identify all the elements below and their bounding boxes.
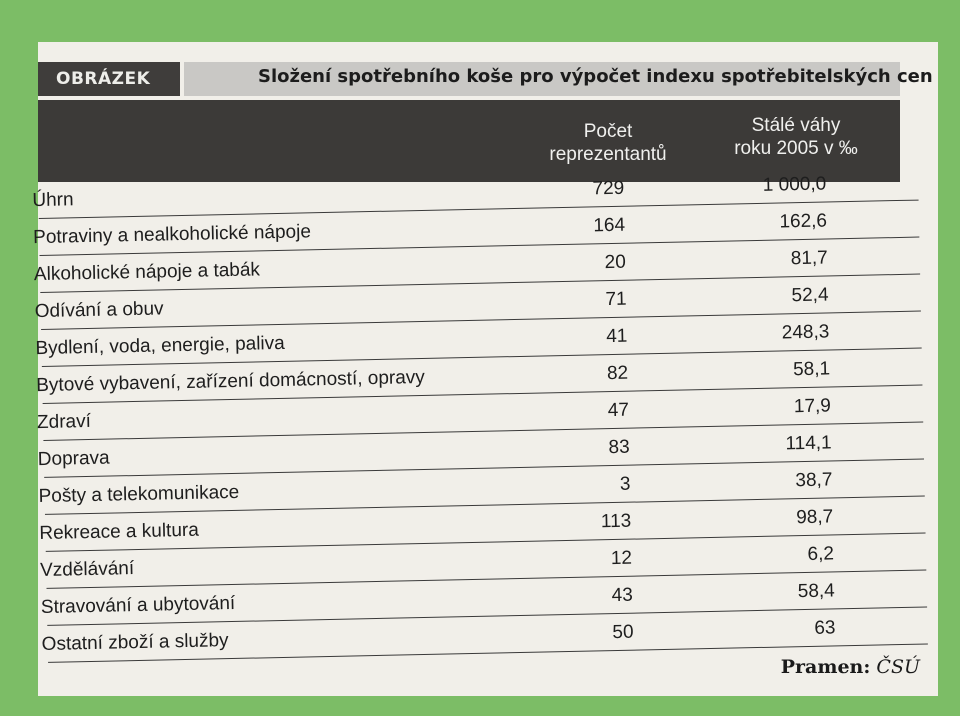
row-label: Úhrn (32, 189, 74, 212)
source-label: Pramen: (780, 656, 871, 678)
figure-title: Složení spotřebního koše pro výpočet indexu spotřebitelských cen (258, 66, 933, 87)
row-weight: 114,1 (785, 432, 832, 455)
row-count: 82 (606, 362, 629, 385)
row-weight: 38,7 (795, 469, 833, 492)
row-count: 71 (605, 288, 627, 311)
row-count: 164 (593, 214, 626, 237)
row-weight: 81,7 (790, 247, 828, 270)
row-weight: 248,3 (781, 321, 830, 344)
scanned-page (32, 42, 938, 696)
row-label: Alkoholické nápoje a tabák (33, 259, 261, 286)
row-label: Bydlení, voda, energie, paliva (35, 332, 285, 360)
row-count: 50 (612, 621, 634, 644)
row-label: Bytové vybavení, zařízení domácností, opravy (36, 366, 426, 397)
row-label: Doprava (37, 447, 110, 471)
row-weight: 17,9 (793, 395, 832, 418)
header-count-line-2: reprezentantů (549, 144, 667, 165)
header-weights-line-1: Stálé váhy (751, 115, 841, 136)
row-label: Potraviny a nealkoholické nápoje (32, 221, 312, 249)
row-count: 12 (610, 547, 633, 570)
row-weight: 58,4 (797, 580, 835, 603)
row-count: 83 (608, 436, 630, 459)
row-label: Ostatní zboží a služby (41, 630, 229, 656)
row-count: 43 (611, 584, 634, 607)
source-org: ČSÚ (876, 656, 920, 678)
row-count: 3 (619, 473, 631, 495)
row-label: Odívání a obuv (34, 298, 164, 323)
row-weight: 162,6 (779, 210, 828, 233)
source-note (781, 656, 920, 678)
row-count: 47 (607, 399, 630, 422)
header-weights (706, 114, 886, 160)
row-label: Stravování a ubytování (40, 592, 236, 619)
row-label: Zdraví (36, 410, 92, 434)
row-weight: 6,2 (807, 543, 835, 565)
row-count: 729 (592, 177, 625, 200)
row-count: 113 (600, 510, 632, 533)
row-weight: 52,4 (791, 284, 829, 307)
header-count (538, 120, 678, 166)
row-weight: 98,7 (795, 506, 834, 529)
row-count: 20 (604, 251, 627, 274)
row-weight: 1 000,0 (762, 173, 827, 196)
table-body (32, 164, 928, 663)
row-label: Rekreace a kultura (39, 519, 200, 545)
header-weights-line-2: roku 2005 v ‰ (734, 138, 858, 159)
row-label: Pošty a telekomunikace (38, 481, 240, 508)
row-weight: 63 (814, 617, 836, 639)
row-label: Vzdělávání (39, 558, 135, 582)
header-count-line-1: Počet (583, 121, 633, 142)
row-count: 41 (606, 325, 628, 348)
row-weight: 58,1 (792, 358, 831, 381)
title-bar (184, 62, 933, 96)
figure-tag: OBRÁZEK (38, 62, 180, 96)
